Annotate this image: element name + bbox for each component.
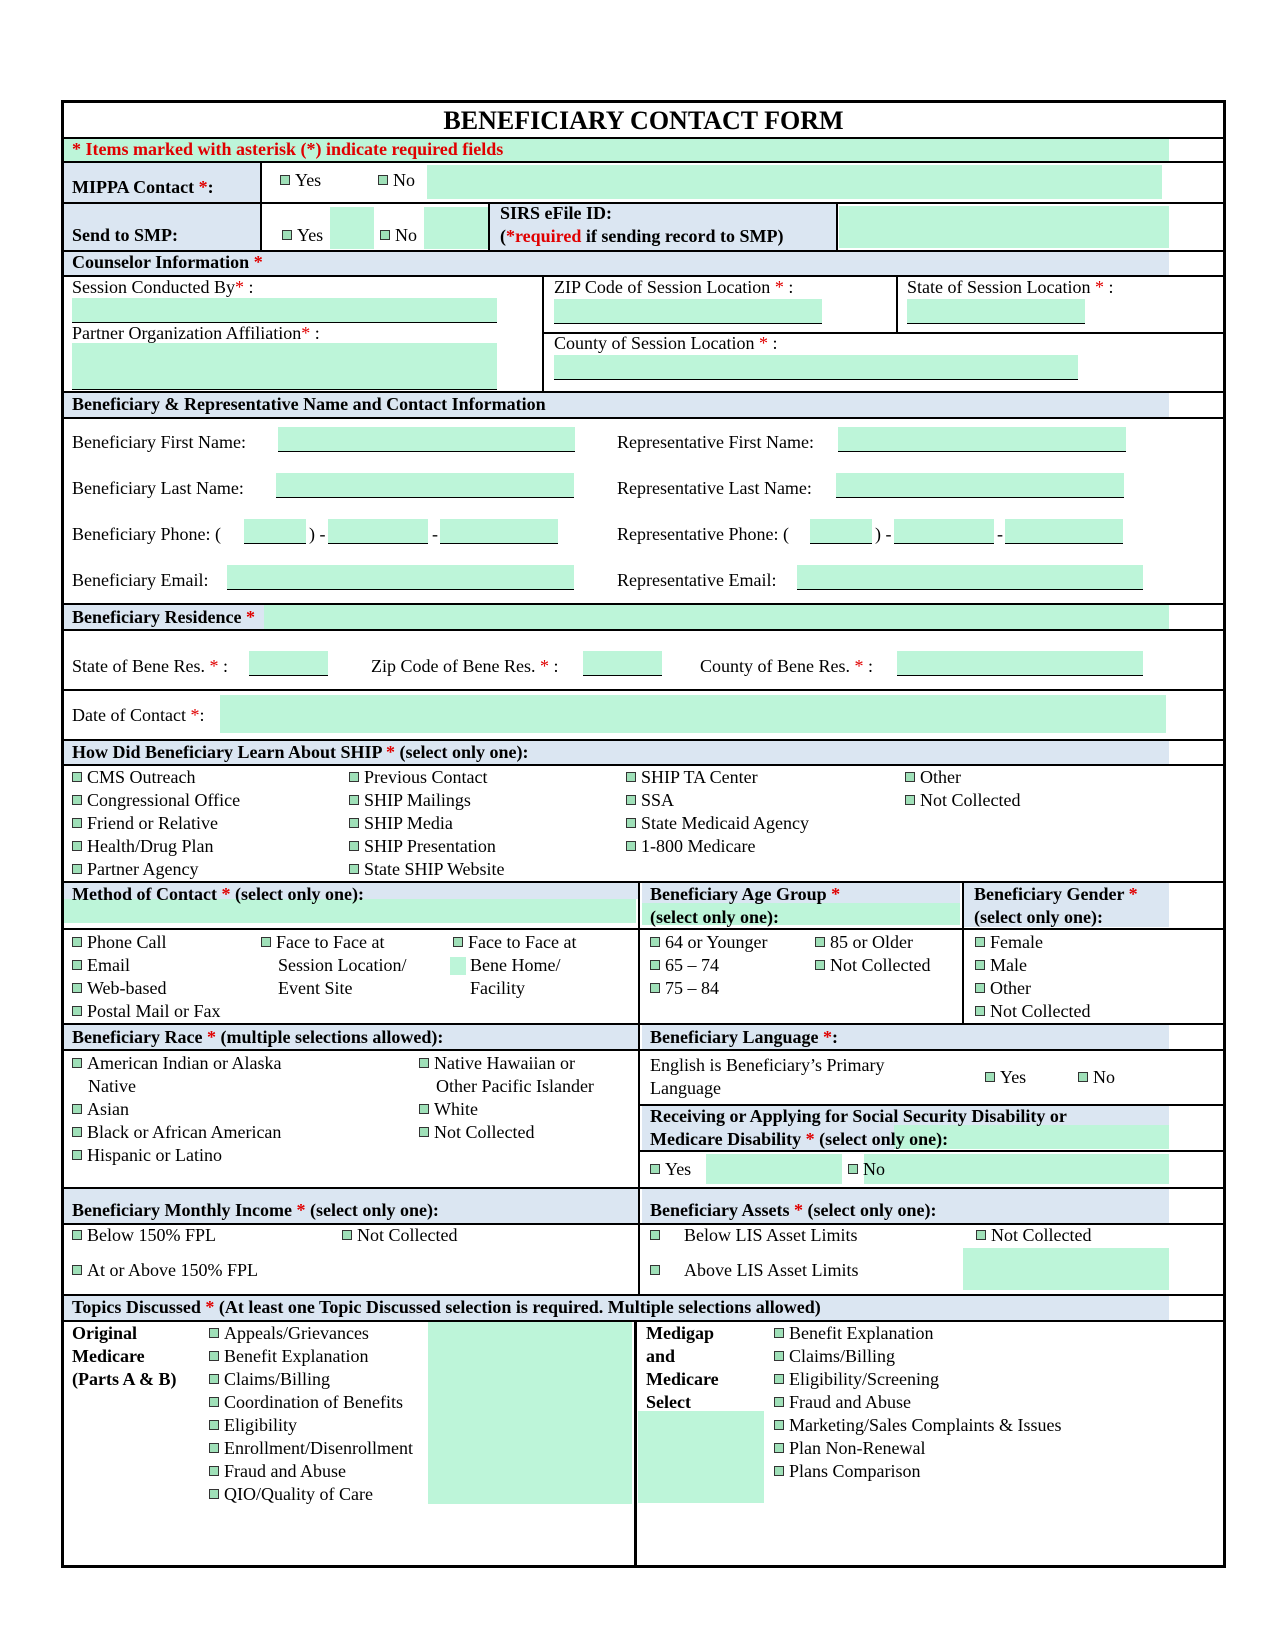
- disability-yes[interactable]: Yes: [650, 1159, 691, 1180]
- method-header: Method of Contact * (select only one):: [72, 884, 364, 904]
- learn-other[interactable]: Other: [905, 767, 961, 788]
- race-not-collected[interactable]: Not Collected: [419, 1122, 534, 1143]
- bene-phone-dash: -: [432, 524, 438, 544]
- bene-last-name-input[interactable]: [276, 473, 574, 498]
- age-not-collected[interactable]: Not Collected: [815, 955, 930, 976]
- residence-header: Beneficiary Residence *: [72, 607, 255, 627]
- gender-header: Beneficiary Gender *: [974, 884, 1138, 904]
- sirs-label: SIRS eFile ID:: [500, 203, 612, 223]
- race-hispanic[interactable]: Hispanic or Latino: [72, 1145, 222, 1166]
- language-yes[interactable]: Yes: [985, 1067, 1026, 1088]
- medigap-label-4: Select: [646, 1392, 691, 1412]
- bene-res-state-input[interactable]: [249, 651, 328, 676]
- age-85-older[interactable]: 85 or Older: [815, 932, 913, 953]
- session-state-input[interactable]: [907, 299, 1085, 324]
- assets-below-lis[interactable]: Below LIS Asset Limits: [650, 1225, 858, 1246]
- learn-state-medicaid-agency[interactable]: State Medicaid Agency: [626, 813, 809, 834]
- bene-res-county-label: County of Bene Res. * :: [700, 656, 874, 676]
- topic-medigap-fraud-abuse[interactable]: Fraud and Abuse: [774, 1392, 911, 1413]
- learn-cms-outreach[interactable]: CMS Outreach: [72, 767, 195, 788]
- rep-phone-label: Representative Phone: (: [617, 524, 789, 544]
- rep-email-label: Representative Email:: [617, 570, 777, 590]
- learn-1800-medicare[interactable]: 1-800 Medicare: [626, 836, 755, 857]
- disability-no[interactable]: No: [848, 1159, 885, 1180]
- rep-phone-line-input[interactable]: [1005, 519, 1123, 544]
- mippa-no-checkbox[interactable]: No: [378, 170, 415, 191]
- send-to-smp-label: Send to SMP:: [72, 225, 179, 245]
- rep-phone-sep: ) -: [875, 524, 892, 544]
- rep-last-name-label: Representative Last Name:: [617, 478, 812, 498]
- rep-phone-prefix-input[interactable]: [894, 519, 994, 544]
- learn-ship-presentation[interactable]: SHIP Presentation: [349, 836, 496, 857]
- bene-first-name-input[interactable]: [278, 427, 575, 452]
- original-medicare-label-3: (Parts A & B): [72, 1369, 177, 1389]
- method-f2f-home[interactable]: Face to Face at: [453, 932, 576, 953]
- assets-not-collected[interactable]: Not Collected: [976, 1225, 1091, 1246]
- disability-header-line2: Medicare Disability * (select only one):: [650, 1129, 949, 1149]
- session-county-label: County of Session Location * :: [554, 333, 778, 353]
- required-fields-note: * Items marked with asterisk (*) indicate required fields: [72, 139, 504, 159]
- bene-res-county-input[interactable]: [897, 651, 1143, 676]
- language-question-line2: Language: [650, 1078, 721, 1098]
- bene-email-input[interactable]: [227, 565, 574, 590]
- age-header-tail: (select only one):: [650, 907, 779, 927]
- income-below-150[interactable]: Below 150% FPL: [72, 1225, 216, 1246]
- race-black[interactable]: Black or African American: [72, 1122, 281, 1143]
- bene-phone-area-input[interactable]: [244, 519, 306, 544]
- method-f2f-home-line3: Facility: [470, 978, 525, 998]
- medigap-label-3: Medicare: [646, 1369, 719, 1389]
- session-zip-label: ZIP Code of Session Location * :: [554, 277, 794, 297]
- bene-rep-header: Beneficiary & Representative Name and Contact Information: [72, 394, 546, 414]
- assets-header: Beneficiary Assets * (select only one):: [650, 1200, 937, 1220]
- age-64-younger[interactable]: 64 or Younger: [650, 932, 768, 953]
- partner-org-label: Partner Organization Affiliation* :: [72, 323, 320, 343]
- age-header: Beneficiary Age Group *: [650, 884, 841, 904]
- race-white[interactable]: White: [419, 1099, 478, 1120]
- session-county-input[interactable]: [554, 355, 1078, 380]
- learn-state-ship-website[interactable]: State SHIP Website: [349, 859, 505, 880]
- rep-phone-dash: -: [997, 524, 1003, 544]
- age-65-74[interactable]: 65 – 74: [650, 955, 719, 976]
- race-native-hawaiian[interactable]: Native Hawaiian or: [419, 1053, 575, 1074]
- partner-org-input-2[interactable]: [72, 365, 497, 390]
- learn-not-collected[interactable]: Not Collected: [905, 790, 1020, 811]
- topic-medigap-marketing[interactable]: Marketing/Sales Complaints & Issues: [774, 1415, 1061, 1436]
- topic-orig-claims-billing[interactable]: Claims/Billing: [209, 1369, 330, 1390]
- topic-medigap-non-renewal[interactable]: Plan Non-Renewal: [774, 1438, 925, 1459]
- topic-orig-fraud-abuse[interactable]: Fraud and Abuse: [209, 1461, 346, 1482]
- learn-ship-media[interactable]: SHIP Media: [349, 813, 453, 834]
- mippa-yes-checkbox[interactable]: Yes: [280, 170, 321, 191]
- learn-previous-contact[interactable]: Previous Contact: [349, 767, 488, 788]
- counselor-header: Counselor Information *: [72, 252, 263, 272]
- gender-not-collected[interactable]: Not Collected: [975, 1001, 1090, 1022]
- race-american-indian-line2: Native: [88, 1076, 136, 1096]
- topic-medigap-plans-comparison[interactable]: Plans Comparison: [774, 1461, 921, 1482]
- bene-phone-sep: ) -: [309, 524, 326, 544]
- learn-ssa[interactable]: SSA: [626, 790, 674, 811]
- rep-first-name-label: Representative First Name:: [617, 432, 814, 452]
- date-of-contact-input[interactable]: [220, 695, 1166, 733]
- mippa-label: MIPPA Contact *:: [72, 177, 214, 197]
- method-f2f-session[interactable]: Face to Face at: [261, 932, 384, 953]
- topic-orig-eligibility[interactable]: Eligibility: [209, 1415, 297, 1436]
- topics-header: Topics Discussed * (At least one Topic Discussed selection is required. Multiple selections allowed): [72, 1297, 821, 1317]
- race-asian[interactable]: Asian: [72, 1099, 129, 1120]
- medigap-label: Medigap: [646, 1323, 715, 1343]
- bene-phone-line-input[interactable]: [440, 519, 558, 544]
- learn-partner-agency[interactable]: Partner Agency: [72, 859, 198, 880]
- method-postal-mail-fax[interactable]: Postal Mail or Fax: [72, 1001, 221, 1022]
- learn-friend-relative[interactable]: Friend or Relative: [72, 813, 218, 834]
- income-not-collected[interactable]: Not Collected: [342, 1225, 457, 1246]
- race-header: Beneficiary Race * (multiple selections allowed):: [72, 1027, 444, 1047]
- topic-medigap-eligibility[interactable]: Eligibility/Screening: [774, 1369, 939, 1390]
- bene-first-name-label: Beneficiary First Name:: [72, 432, 246, 452]
- topic-orig-appeals[interactable]: Appeals/Grievances: [209, 1323, 369, 1344]
- gender-other[interactable]: Other: [975, 978, 1031, 999]
- session-conducted-by-label: Session Conducted By* :: [72, 277, 254, 297]
- smp-yes-checkbox[interactable]: Yes: [282, 225, 323, 246]
- bene-res-zip-label: Zip Code of Bene Res. * :: [371, 656, 559, 676]
- method-f2f-session-line2: Session Location/: [278, 955, 407, 975]
- rep-last-name-input[interactable]: [836, 473, 1124, 498]
- method-web-based[interactable]: Web-based: [72, 978, 167, 999]
- beneficiary-contact-form: [61, 100, 1226, 1568]
- form-title: BENEFICIARY CONTACT FORM: [443, 106, 844, 135]
- topic-orig-enrollment[interactable]: Enrollment/Disenrollment: [209, 1438, 430, 1459]
- learn-header: How Did Beneficiary Learn About SHIP * (select only one):: [72, 742, 529, 762]
- learn-congressional-office[interactable]: Congressional Office: [72, 790, 240, 811]
- age-75-84[interactable]: 75 – 84: [650, 978, 719, 999]
- gender-male[interactable]: Male: [975, 955, 1027, 976]
- rep-first-name-input[interactable]: [838, 427, 1126, 452]
- sirs-required-note: (*required if sending record to SMP): [500, 226, 784, 246]
- income-at-above-150[interactable]: At or Above 150% FPL: [72, 1260, 258, 1281]
- session-zip-input[interactable]: [554, 299, 822, 324]
- method-f2f-home-line2: Bene Home/: [470, 955, 561, 975]
- method-f2f-session-line3: Event Site: [278, 978, 353, 998]
- original-medicare-label-2: Medicare: [72, 1346, 145, 1366]
- topic-medigap-benefit-explanation[interactable]: Benefit Explanation: [774, 1323, 933, 1344]
- language-no[interactable]: No: [1078, 1067, 1115, 1088]
- topic-orig-coordination[interactable]: Coordination of Benefits: [209, 1392, 403, 1413]
- topic-medigap-claims-billing[interactable]: Claims/Billing: [774, 1346, 895, 1367]
- bene-email-label: Beneficiary Email:: [72, 570, 209, 590]
- language-question: English is Beneficiary’s Primary: [650, 1055, 885, 1075]
- original-medicare-label: Original: [72, 1323, 138, 1343]
- medigap-label-2: and: [646, 1346, 676, 1366]
- language-header: Beneficiary Language *:: [650, 1027, 838, 1047]
- session-conducted-by-input[interactable]: [72, 298, 497, 323]
- session-state-label: State of Session Location * :: [907, 277, 1114, 297]
- method-email[interactable]: Email: [72, 955, 130, 976]
- disability-header: Receiving or Applying for Social Security Disability or: [650, 1106, 1067, 1126]
- topic-orig-benefit-explanation[interactable]: Benefit Explanation: [209, 1346, 368, 1367]
- smp-no-checkbox[interactable]: No: [380, 225, 417, 246]
- bene-res-zip-input[interactable]: [583, 651, 662, 676]
- rep-phone-area-input[interactable]: [810, 519, 872, 544]
- bene-phone-prefix-input[interactable]: [328, 519, 428, 544]
- rep-email-input[interactable]: [797, 565, 1143, 590]
- learn-ship-ta-center[interactable]: SHIP TA Center: [626, 767, 758, 788]
- learn-health-drug-plan[interactable]: Health/Drug Plan: [72, 836, 213, 857]
- date-of-contact-label: Date of Contact *:: [72, 705, 205, 725]
- race-native-hawaiian-line2: Other Pacific Islander: [436, 1076, 594, 1096]
- gender-header-tail: (select only one):: [974, 907, 1103, 927]
- assets-above-lis[interactable]: Above LIS Asset Limits: [650, 1260, 859, 1281]
- bene-res-state-label: State of Bene Res. * :: [72, 656, 228, 676]
- topic-orig-qio[interactable]: QIO/Quality of Care: [209, 1484, 373, 1505]
- income-header: Beneficiary Monthly Income * (select only one):: [72, 1200, 439, 1220]
- method-phone-call[interactable]: Phone Call: [72, 932, 167, 953]
- race-american-indian[interactable]: American Indian or Alaska: [72, 1053, 281, 1074]
- bene-phone-label: Beneficiary Phone: (: [72, 524, 221, 544]
- gender-female[interactable]: Female: [975, 932, 1043, 953]
- learn-ship-mailings[interactable]: SHIP Mailings: [349, 790, 471, 811]
- bene-last-name-label: Beneficiary Last Name:: [72, 478, 244, 498]
